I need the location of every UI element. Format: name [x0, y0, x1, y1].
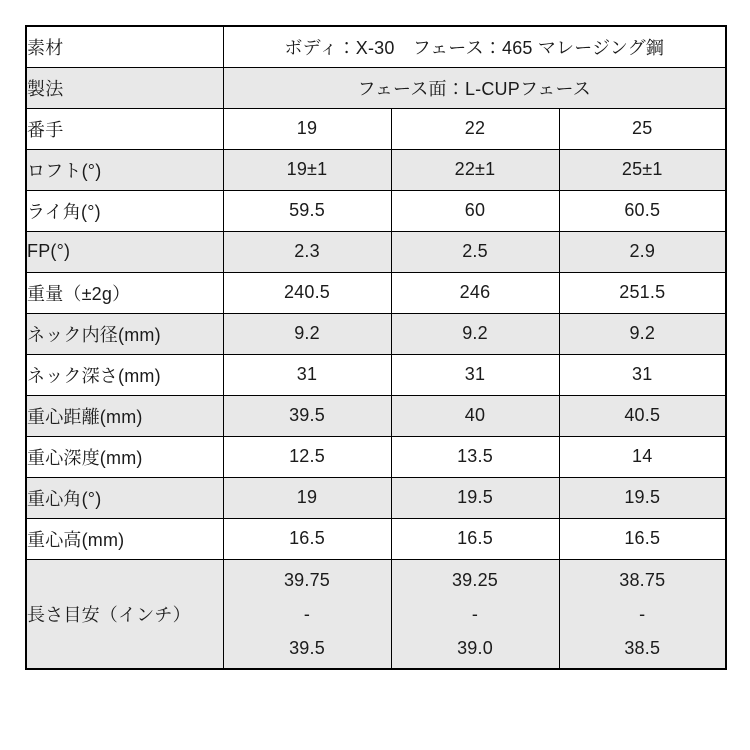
- row-label: ネック内径(mm): [26, 313, 223, 354]
- spec-table: [25, 25, 727, 670]
- row-label: 番手: [26, 108, 223, 149]
- range-min: 38.5: [624, 637, 661, 658]
- cell-value: 22±1: [391, 149, 559, 190]
- row-label: 重量（±2g）: [26, 272, 223, 313]
- row-label: 製法: [26, 67, 223, 108]
- row-label: 長さ目安（インチ）: [26, 559, 223, 669]
- row-label: ライ角(°): [26, 190, 223, 231]
- table-row: [26, 395, 726, 436]
- table-row-material: [26, 26, 726, 67]
- cell-value: 31: [223, 354, 391, 395]
- cell-value: 31: [559, 354, 726, 395]
- cell-value: 2.3: [223, 231, 391, 272]
- cell-value: 22: [391, 108, 559, 149]
- cell-value: 40.5: [559, 395, 726, 436]
- cell-value: 9.2: [391, 313, 559, 354]
- range-max: 38.75: [619, 569, 666, 590]
- cell-value: 16.5: [559, 518, 726, 559]
- table-row: [26, 477, 726, 518]
- cell-value: 13.5: [391, 436, 559, 477]
- table-row: [26, 436, 726, 477]
- cell-value: 60.5: [559, 190, 726, 231]
- cell-value: 14: [559, 436, 726, 477]
- cell-value: 19±1: [223, 149, 391, 190]
- cell-value: 240.5: [223, 272, 391, 313]
- cell-value: 59.5: [223, 190, 391, 231]
- table-row: [26, 272, 726, 313]
- range-min: 39.5: [289, 637, 325, 658]
- cell-value: 19: [223, 108, 391, 149]
- row-label: 重心角(°): [26, 477, 223, 518]
- table-row-length: [26, 559, 726, 669]
- range-min: 39.0: [457, 637, 493, 658]
- table-row: [26, 518, 726, 559]
- cell-value: 31: [391, 354, 559, 395]
- cell-value: フェース面：L-CUPフェース: [223, 67, 726, 108]
- range-dash: -: [303, 603, 311, 624]
- table-row: [26, 231, 726, 272]
- cell-value: 19.5: [559, 477, 726, 518]
- cell-value: 39.5: [223, 395, 391, 436]
- table-row: [26, 313, 726, 354]
- cell-value: 16.5: [391, 518, 559, 559]
- row-label: ネック深さ(mm): [26, 354, 223, 395]
- cell-value: 25: [559, 108, 726, 149]
- table-row: [26, 354, 726, 395]
- cell-value: 2.5: [391, 231, 559, 272]
- cell-value: 19.5: [391, 477, 559, 518]
- table-row-method: [26, 67, 726, 108]
- cell-value: 25±1: [559, 149, 726, 190]
- cell-value-range: [559, 559, 726, 669]
- cell-value: 19: [223, 477, 391, 518]
- row-label: ロフト(°): [26, 149, 223, 190]
- cell-value: 40: [391, 395, 559, 436]
- cell-value: 251.5: [559, 272, 726, 313]
- cell-value: 16.5: [223, 518, 391, 559]
- cell-value: 9.2: [559, 313, 726, 354]
- row-label: 重心高(mm): [26, 518, 223, 559]
- cell-value: 60: [391, 190, 559, 231]
- cell-value: ボディ：X-30 フェース：465 マレージング鋼: [223, 26, 726, 67]
- cell-value: 12.5: [223, 436, 391, 477]
- cell-value: 2.9: [559, 231, 726, 272]
- row-label: 重心距離(mm): [26, 395, 223, 436]
- row-label: 重心深度(mm): [26, 436, 223, 477]
- range-max: 39.75: [283, 569, 331, 590]
- cell-value: 9.2: [223, 313, 391, 354]
- cell-value: 246: [391, 272, 559, 313]
- table-row: [26, 108, 726, 149]
- row-label: FP(°): [26, 231, 223, 272]
- table-row: [26, 190, 726, 231]
- table-row: [26, 149, 726, 190]
- range-dash: -: [471, 603, 479, 624]
- row-label: 素材: [26, 26, 223, 67]
- range-dash: -: [639, 603, 646, 624]
- range-max: 39.25: [451, 569, 499, 590]
- cell-value-range: [391, 559, 559, 669]
- cell-value-range: [223, 559, 391, 669]
